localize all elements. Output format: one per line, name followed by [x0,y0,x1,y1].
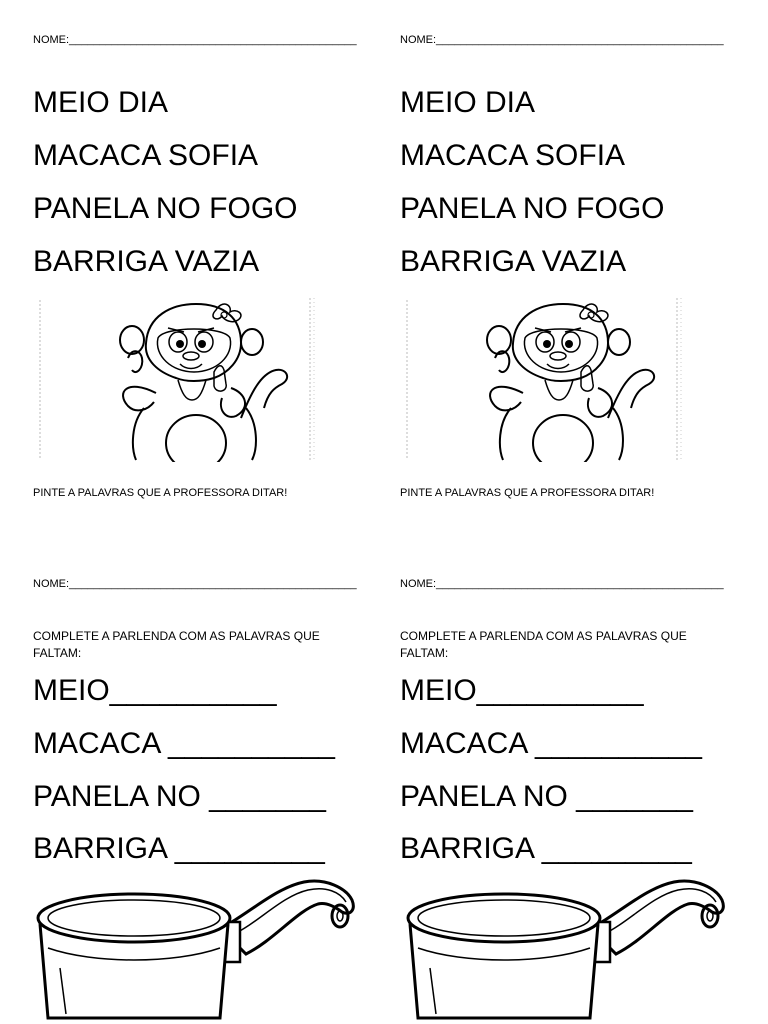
nome-field-top-left: NOME:_______________________________________________ [33,34,357,46]
paint-instruction-top-left: PINTE A PALAVRAS QUE A PROFESSORA DITAR! [33,487,288,499]
nome-field-bottom-right: NOME:_______________________________________________ [400,578,724,590]
reading-line-3-top-left: PANELA NO FOGO [33,192,298,225]
reading-line-4-top-right: BARRIGA VAZIA [400,245,627,278]
reading-line-3-top-right: PANELA NO FOGO [400,192,665,225]
complete-line-1-bottom-right: MEIO__________ [400,674,644,707]
complete-instruction-bottom-left: COMPLETE A PARLENDA COM AS PALAVRAS QUE FALTAM: [33,629,320,660]
pan-illustration [34,878,364,1024]
complete-line-3-bottom-left: PANELA NO _______ [33,780,326,813]
reading-line-1-top-right: MEIO DIA [400,86,536,119]
complete-line-1-bottom-left: MEIO__________ [33,674,277,707]
reading-line-4-top-left: BARRIGA VAZIA [33,245,260,278]
complete-line-2-bottom-left: MACACA __________ [33,727,335,760]
nome-field-bottom-left: NOME:_______________________________________________ [33,578,357,590]
monkey-illustration [36,298,320,462]
complete-line-4-bottom-left: BARRIGA _________ [33,832,325,865]
complete-line-2-bottom-right: MACACA __________ [400,727,702,760]
paint-instruction-top-right: PINTE A PALAVRAS QUE A PROFESSORA DITAR! [400,487,655,499]
reading-line-2-top-right: MACACA SOFIA [400,139,626,172]
complete-line-3-bottom-right: PANELA NO _______ [400,780,693,813]
nome-field-top-right: NOME:_______________________________________________ [400,34,724,46]
monkey-illustration [403,298,687,462]
complete-instruction-bottom-right: COMPLETE A PARLENDA COM AS PALAVRAS QUE FALTAM: [400,629,687,660]
reading-line-2-top-left: MACACA SOFIA [33,139,259,172]
reading-line-1-top-left: MEIO DIA [33,86,169,119]
pan-illustration [404,878,734,1024]
complete-line-4-bottom-right: BARRIGA _________ [400,832,692,865]
